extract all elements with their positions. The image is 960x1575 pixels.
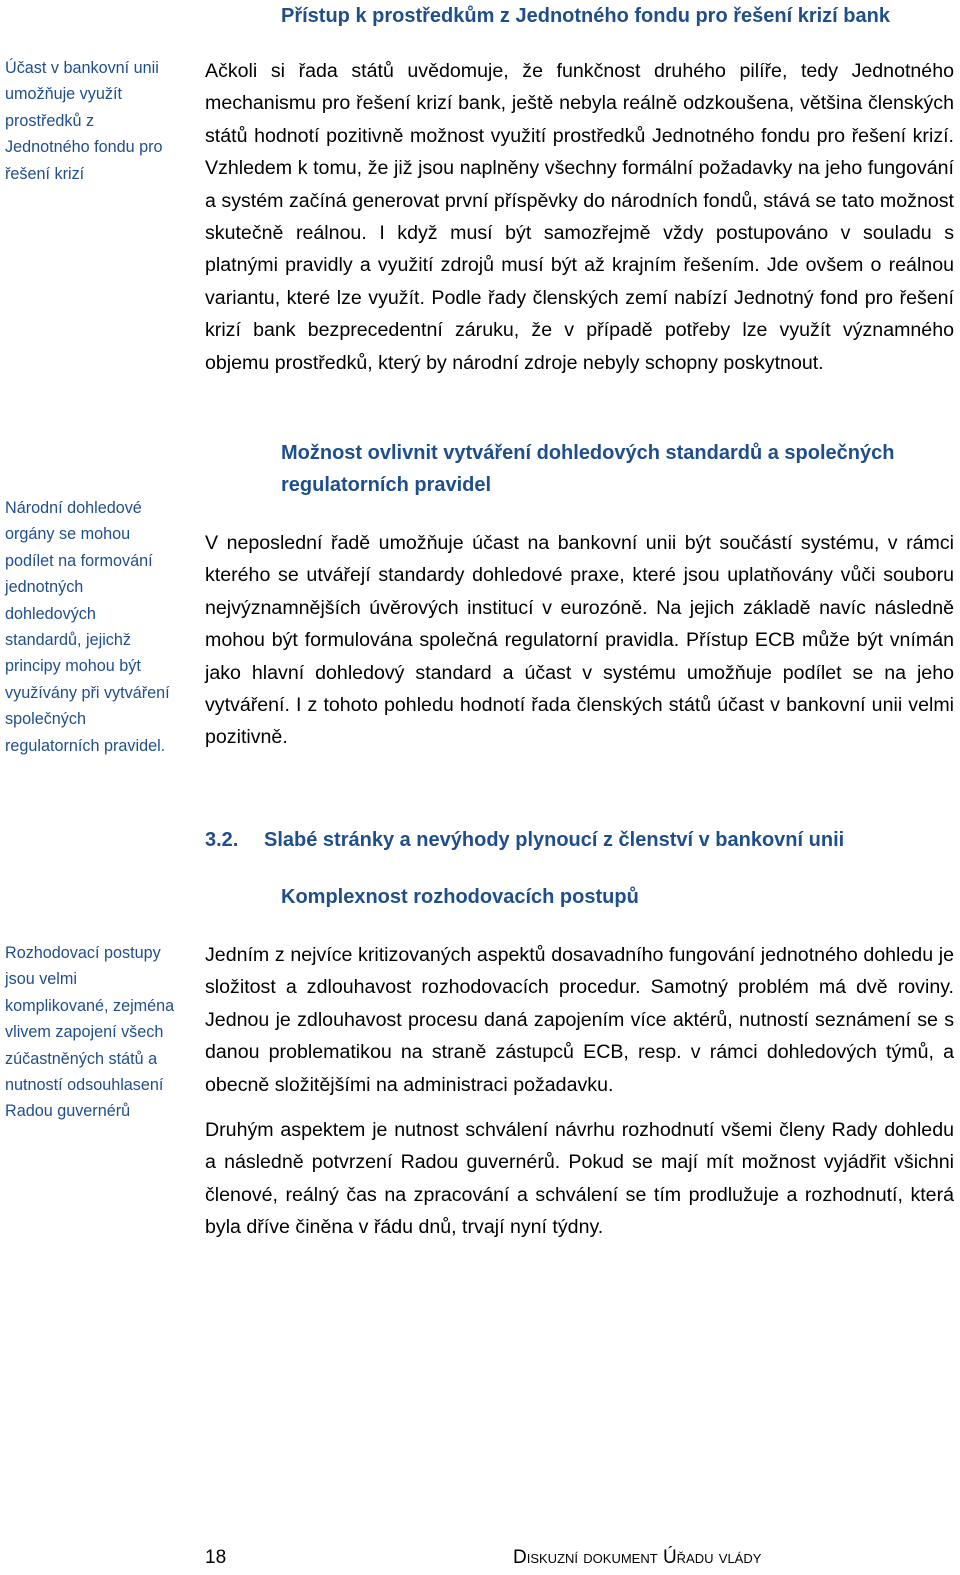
paragraph-decision-complexity: Jedním z nejvíce kritizovaných aspektů dosavadního fungování jednotného dohledu je složitost a zdlouhavost rozhodovacích procedur. Samotný problém má dvě roviny. Jednou je zdlouhavost procesu daná zapojením více aktérů, nutností seznámení se s danou problematikou na straně zástupců ECB, resp. v rámci dohledových týmů, a obecně složitějšími na administraci požadavku. — [205, 944, 954, 1096]
section-title: Slabé stránky a nevýhody plynoucí z členství v bankovní unii — [264, 829, 845, 851]
margin-note-decision: Rozhodovací postupy jsou velmi komplikované, zejména vlivem zapojení všech zúčastněných států a nutností odsouhlasení Radou guvernérů — [5, 944, 175, 1121]
heading-access-to-fund: Přístup k prostředkům z Jednotného fondu pro řešení krizí bank — [281, 5, 890, 27]
heading-decision-complexity: Komplexnost rozhodovacích postupů — [281, 886, 639, 908]
paragraph-board-approval: Druhým aspektem je nutnost schválení návrhu rozhodnutí všemi členy Rady dohledu a následně potvrzení Radou guvernérů. Pokud se mají mít možnost vyjádřit všichni členové, reálný čas na zpracování a schválení se tím prodlužuje a rozhodnutí, která byla dříve činěna v řádu dnů, trvají nyní týdny. — [205, 1119, 954, 1239]
paragraph-supervisory-standards: V neposlední řadě umožňuje účast na bankovní unii být součástí systému, v rámci kterého se utvářejí standardy dohledové praxe, které jsou uplatňovány vůči souboru nejvýznamnějších úvěrových institucí v eurozóně. Na jejich základě navíc následně mohou být formulována společná regulatorní pravidla. Přístup ECB může být vnímán jako hlavní dohledový standard a účast v systému umožňuje podílet se na jeho vytváření. I z tohoto pohledu hodnotí řada členských států účast v bankovní unii velmi pozitivně. — [205, 532, 954, 749]
section-number: 3.2. — [205, 829, 239, 851]
heading-supervisory-standards-line-1: Možnost ovlivnit vytváření dohledových standardů a společných — [281, 442, 895, 464]
heading-supervisory-standards — [281, 437, 894, 502]
section-heading-weaknesses — [205, 825, 844, 855]
heading-supervisory-standards-line-2: regulatorních pravidel — [281, 474, 492, 497]
footer-document-title: Diskuzní dokument Úřadu vlády — [513, 1547, 762, 1568]
margin-note-fund: Účast v bankovní unii umožňuje využít prostředků z Jednotného fondu pro řešení krizí — [5, 59, 163, 183]
page-number: 18 — [205, 1547, 227, 1568]
margin-note-supervisory: Národní dohledové orgány se mohou podílet na formování jednotných dohledových standardů, jejichž principy mohou být využívány při vytváření společných regulatorních pravidel. — [5, 499, 170, 755]
paragraph-fund-access: Ačkoli si řada států uvědomuje, že funkčnost druhého pilíře, tedy Jednotného mechanismu pro řešení krizí bank, ještě nebyla reálně odzkoušena, většina členských států hodnotí pozitivně možnost využití prostředků Jednotného fondu pro řešení krizí. Vzhledem k tomu, že již jsou naplněny všechny formální požadavky na jeho fungování a systém začíná generovat první příspěvky do národních fondů, stává se tato možnost skutečně reálnou. I když musí být samozřejmě vždy postupováno v souladu s platnými pravidly a využití zdrojů musí být až krajním řešením. Jde ovšem o reálnou variantu, které lze využít. Podle řady členských zemí nabízí Jednotný fond pro řešení krizí bank bezprecedentní záruku, že v případě potřeby lze využít významného objemu prostředků, který by národní zdroje nebyly schopny poskytnout. — [205, 60, 954, 374]
